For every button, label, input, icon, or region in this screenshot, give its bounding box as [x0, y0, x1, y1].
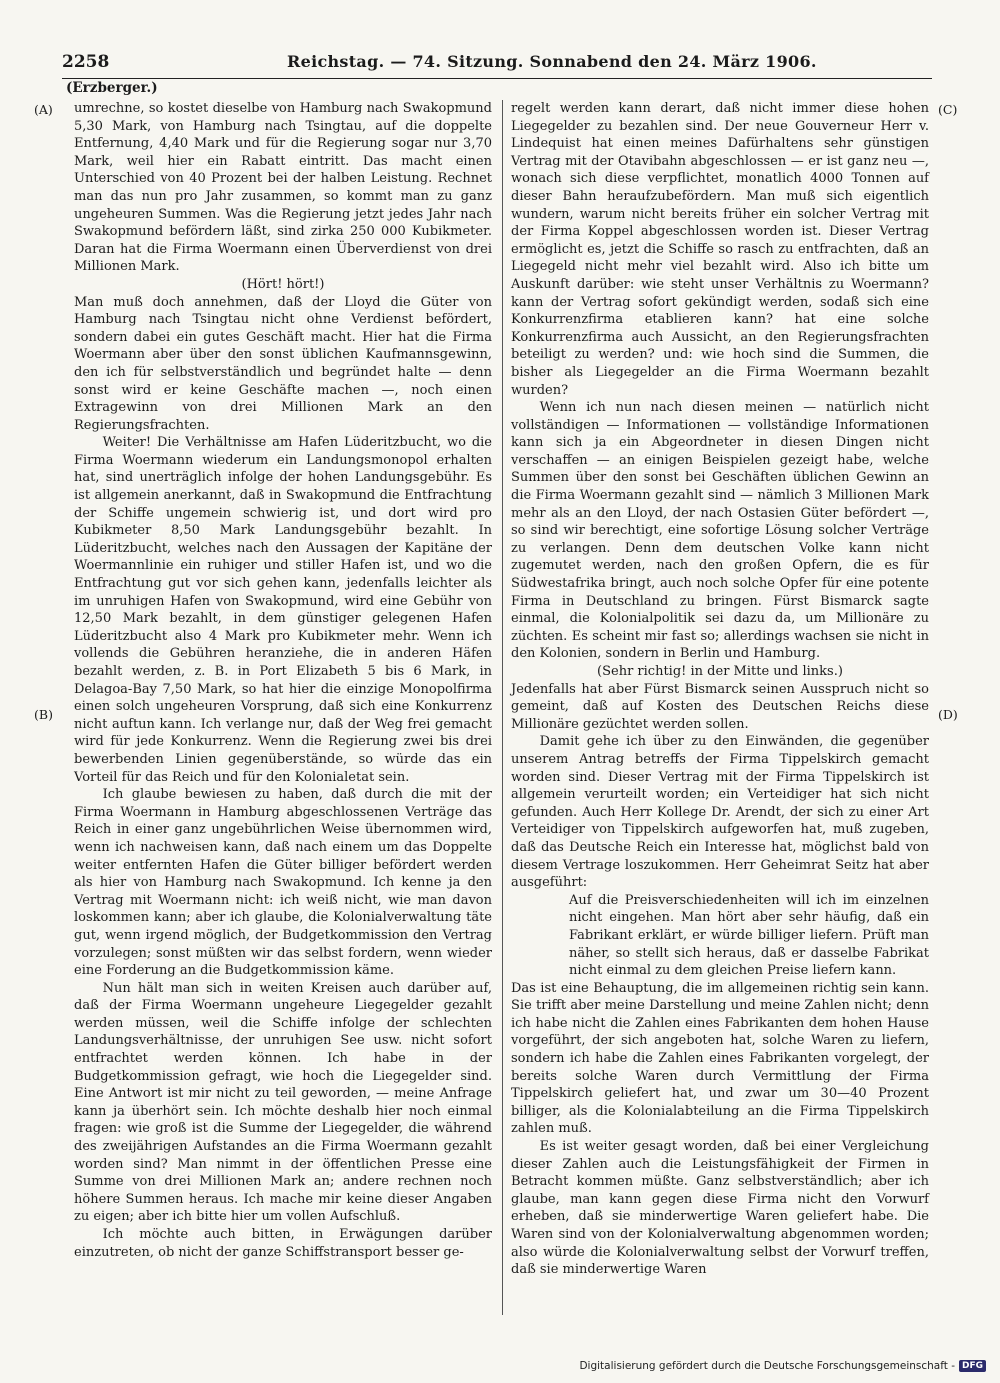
paragraph: Das ist eine Behauptung, die im allgemeinen richtig sein kann. Sie trifft aber meine Darstellung und meine Zahlen nicht; denn ich habe nicht die Zahlen eines Fabrikanten dem hohen Hause vorgeführt, der sich angeboten hat, solche Waren zu liefern, sondern ich habe die Zahlen eines Fabrikanten vorgelegt, der bereits solche Waren durch Vermittlung der Firma Tippelskirch geliefert hat, und zwar um 30—40 Prozent billiger, als die Kolonialabteilung an die Firma Tippelskirch zahlen muß. [511, 980, 929, 1137]
page-number: 2258 [62, 52, 110, 72]
paragraph: Ich glaube bewiesen zu haben, daß durch die mit der Firma Woermann in Hamburg abgeschlossenen Verträge das Reich in einer ganz ungebührlichen Weise übernommen wird, wenn ich nachweisen kann, daß nach einem um das Doppelte weiter entfernten Hafen die Güter billiger befördert werden als hier von Hamburg nach Swakopmund. Ich kenne ja den Vertrag mit Woermann nicht: ich weiß nicht, wie man davon loskommen kann; aber ich glaube, die Kolonialverwaltung täte gut, wenn irgend möglich, der Budgetkommission den Vertrag vorzulegen; sonst müßten wir das selbst fordern, wenn wieder eine Forderung an die Budgetkommission käme. [74, 787, 492, 979]
paragraph: regelt werden kann derart, daß nicht immer diese hohen Liegegelder zu bezahlen sind. Der neue Gouverneur Herr v. Lindequist hat einen meines Dafürhaltens sehr günstigen Vertrag mit der Otavibahn abgeschlossen — er ist ganz neu —, wonach sich diese verpflichtet, monatlich 4000 Tonnen auf dieser Bahn heraufzubefördern. Man muß sich eigentlich wundern, warum nicht bereits früher ein solcher Vertrag mit der Firma Koppel abgeschlossen worden ist. Dieser Vertrag ermöglicht es, jetzt die Schiffe so rasch zu entfrachten, daß an Liegegeld nicht mehr viel bezahlt wird. Also ich bitte um Auskunft darüber: wie steht unser Verhältnis zu Woermann? kann der Vertrag sofort gekündigt werden, sodaß sich eine Konkurrenzfirma etablieren kann? hat eine solche Konkurrenzfirma auch Aussicht, an den Regierungsfrachten beteiligt zu werden? und: wie hoch sind die Summen, die bisher als Liegegelder an die Firma Woermann bezahlt wurden? [511, 101, 929, 398]
paragraph: Damit gehe ich über zu den Einwänden, die gegenüber unserem Antrag betreffs der Firma Tippelskirch gemacht worden sind. Dieser Vertrag mit der Firma Tippelskirch ist allgemein verurteilt worden; ein Verteidiger hat sich nicht gefunden. Auch Herr Kollege Dr. Arendt, der sich zu einer Art Verteidiger von Tippelskirch aufgeworfen hat, muß zugeben, daß das Deutsche Reich ein Interesse hat, möglichst bald von diesem Vertrage loszukommen. Herr Geheimrat Seitz hat aber ausgeführt: [511, 734, 929, 891]
paragraph: Man muß doch annehmen, daß der Lloyd die Güter von Hamburg nach Tsingtau nicht ohne Verdienst befördert, sondern dabei ein gutes Geschäft macht. Hier hat die Firma Woermann aber über den sonst üblichen Kaufmannsgewinn, den ich für selbstverständlich und begründet halte — denn sonst wird er keine Geschäfte machen —, noch einen Extragewinn von drei Millionen Mark an den Regierungsfrachten. [74, 294, 492, 433]
paragraph: Es ist weiter gesagt worden, daß bei einer Vergleichung dieser Zahlen auch die Leistungsfähigkeit der Firmen in Betracht kommen müßte. Ganz selbstverständlich; aber ich glaube, man kann gegen diese Firma nicht den Vorwurf erheben, daß sie minderwertige Waren geliefert habe. Die Waren sind von der Kolonialverwaltung abgenommen worden; also würde die Kolonialverwaltung selbst der Vorwurf treffen, daß sie minderwertige Waren [511, 1139, 929, 1278]
column-divider [502, 100, 503, 1315]
interjection: (Sehr richtig! in der Mitte und links.) [597, 664, 843, 679]
block-quote: Auf die Preisverschiedenheiten will ich im einzelnen nicht eingehen. Man hört aber sehr häufig, daß ein Fabrikant erklärt, er würde billiger liefern. Prüft man näher, so stellt sich heraus, daß er dasselbe Fabrikat nicht einmal zu dem gleichen Preise liefern kann. [569, 892, 929, 979]
margin-marker-a: (A) [34, 102, 53, 117]
left-column [74, 100, 492, 1261]
running-title: Reichstag. — 74. Sitzung. Sonnabend den 24. März 1906. [287, 52, 817, 71]
paragraph: umrechne, so kostet dieselbe von Hamburg nach Swakopmund 5,30 Mark, von Hamburg nach Tsingtau, auf die doppelte Entfernung, 4,40 Mark und für die Regierung sogar nur 3,70 Mark, weil hier ein Rabatt eintritt. Das macht einen Unterschied von 40 Prozent bei der halben Leistung. Rechnet man das nun pro Jahr zusammen, so kommt man zu ganz ungeheuren Summen. Was die Regierung jetzt jedes Jahr nach Swakopmund befördern läßt, sind zirka 250 000 Kubikmeter. Daran hat die Firma Woermann einen Überverdienst von drei Millionen Mark. [74, 101, 492, 275]
paragraph: Wenn ich nun nach diesen meinen — natürlich nicht vollständigen — Informationen — vollständige Informationen kann sich ja ein Abgeordneter in diesen Dingen nicht verschaffen — an einigen Beispielen gezeigt habe, welche Summen über den sonst bei Geschäften üblichen Gewinn an die Firma Woermann gezahlt sind — nämlich 3 Millionen Mark mehr als an den Lloyd, der nach Ostasien Güter befördert —, so sind wir berechtigt, eine sofortige Lösung solcher Verträge zu verlangen. Denn dem deutschen Volke kann nicht zugemutet werden, nach den großen Opfern, die es für Südwestafrika bringt, auch noch solche Opfer für eine potente Firma in Deutschland zu bringen. Fürst Bismarck sagte einmal, die Kolonialpolitik sei dazu da, um Millionäre zu züchten. Es scheint mir fast so; allerdings wachsen sie nicht in den Kolonien, sondern in Berlin und Hamburg. [511, 400, 929, 662]
speaker-label: (Erzberger.) [66, 80, 158, 96]
footer-credit-text: Digitalisierung gefördert durch die Deutsche Forschungsgemeinschaft - [579, 1360, 955, 1372]
paragraph: Jedenfalls hat aber Fürst Bismarck seinen Ausspruch nicht so gemeint, daß auf Kosten des Deutschen Reichs diese Millionäre gezüchtet werden sollen. [511, 681, 929, 732]
margin-marker-b: (B) [34, 707, 53, 722]
footer-credit [579, 1360, 986, 1372]
margin-marker-d: (D) [938, 707, 958, 722]
running-header [62, 48, 932, 79]
interjection: (Hört! hört!) [241, 276, 325, 292]
dfg-logo: DFG [959, 1360, 986, 1372]
paragraph: Weiter! Die Verhältnisse am Hafen Lüderitzbucht, wo die Firma Woermann wiederum ein Landungsmonopol erhalten hat, sind unerträglich infolge der hohen Landungsgebühr. Es ist allgemein anerkannt, daß in Swakopmund die Entfrachtung der Schiffe ungemein schwierig ist, und dort wird pro Kubikmeter 8,50 Mark Landungsgebühr bezahlt. In Lüderitzbucht, welches nach den Aussagen der Kapitäne der Woermannlinie ein ruhiger und stiller Hafen ist, und wo die Entfrachtung gut vor sich gehen kann, jedenfalls leichter als im unruhigen Hafen von Swakopmund, wird eine Gebühr von 12,50 Mark bezahlt, in dem günstiger gelegenen Hafen Lüderitzbucht also 4 Mark pro Kubikmeter mehr. Wenn ich vollends die Gebühren heranziehe, die in anderen Häfen bezahlt werden, z. B. in Port Elizabeth 5 bis 6 Mark, in Delagoa-Bay 7,50 Mark, so hat hier die einzige Monopolfirma einen solch ungeheuren Vorsprung, daß sich eine Konkurrenz nicht auftun kann. Ich verlange nur, daß der Weg frei gemacht wird für jede Konkurrenz. Wenn die Regierung zwei bis drei bewerbenden Linien gegenüberstände, so würde das ein Vorteil für das Reich und für den Kolonialetat sein. [74, 435, 492, 785]
right-column [511, 100, 929, 1279]
margin-marker-c: (C) [938, 102, 958, 117]
paragraph: Nun hält man sich in weiten Kreisen auch darüber auf, daß der Firma Woermann ungeheure Liegegelder gezahlt werden müssen, weil die Schiffe infolge der schlechten Landungsverhältnisse, der unruhigen See usw. nicht sofort entfrachtet werden können. Ich habe in der Budgetkommission gefragt, wie hoch die Liegegelder sind. Eine Antwort ist mir nicht zu teil geworden, — meine Anfrage kann ja überhört sein. Ich möchte deshalb hier noch einmal fragen: wie groß ist die Summe der Liegegelder, die während des zweijährigen Aufstandes an die Firma Woermann gezahlt worden sind? Man nimmt in der öffentlichen Presse eine Summe von drei Millionen Mark an; andere rechnen noch höhere Summen heraus. Ich mache mir keine dieser Angaben zu eigen; aber ich bitte hier um vollen Aufschluß. [74, 980, 492, 1225]
paragraph: Ich möchte auch bitten, in Erwägungen darüber einzutreten, ob nicht der ganze Schiffstransport besser ge- [74, 1227, 492, 1260]
